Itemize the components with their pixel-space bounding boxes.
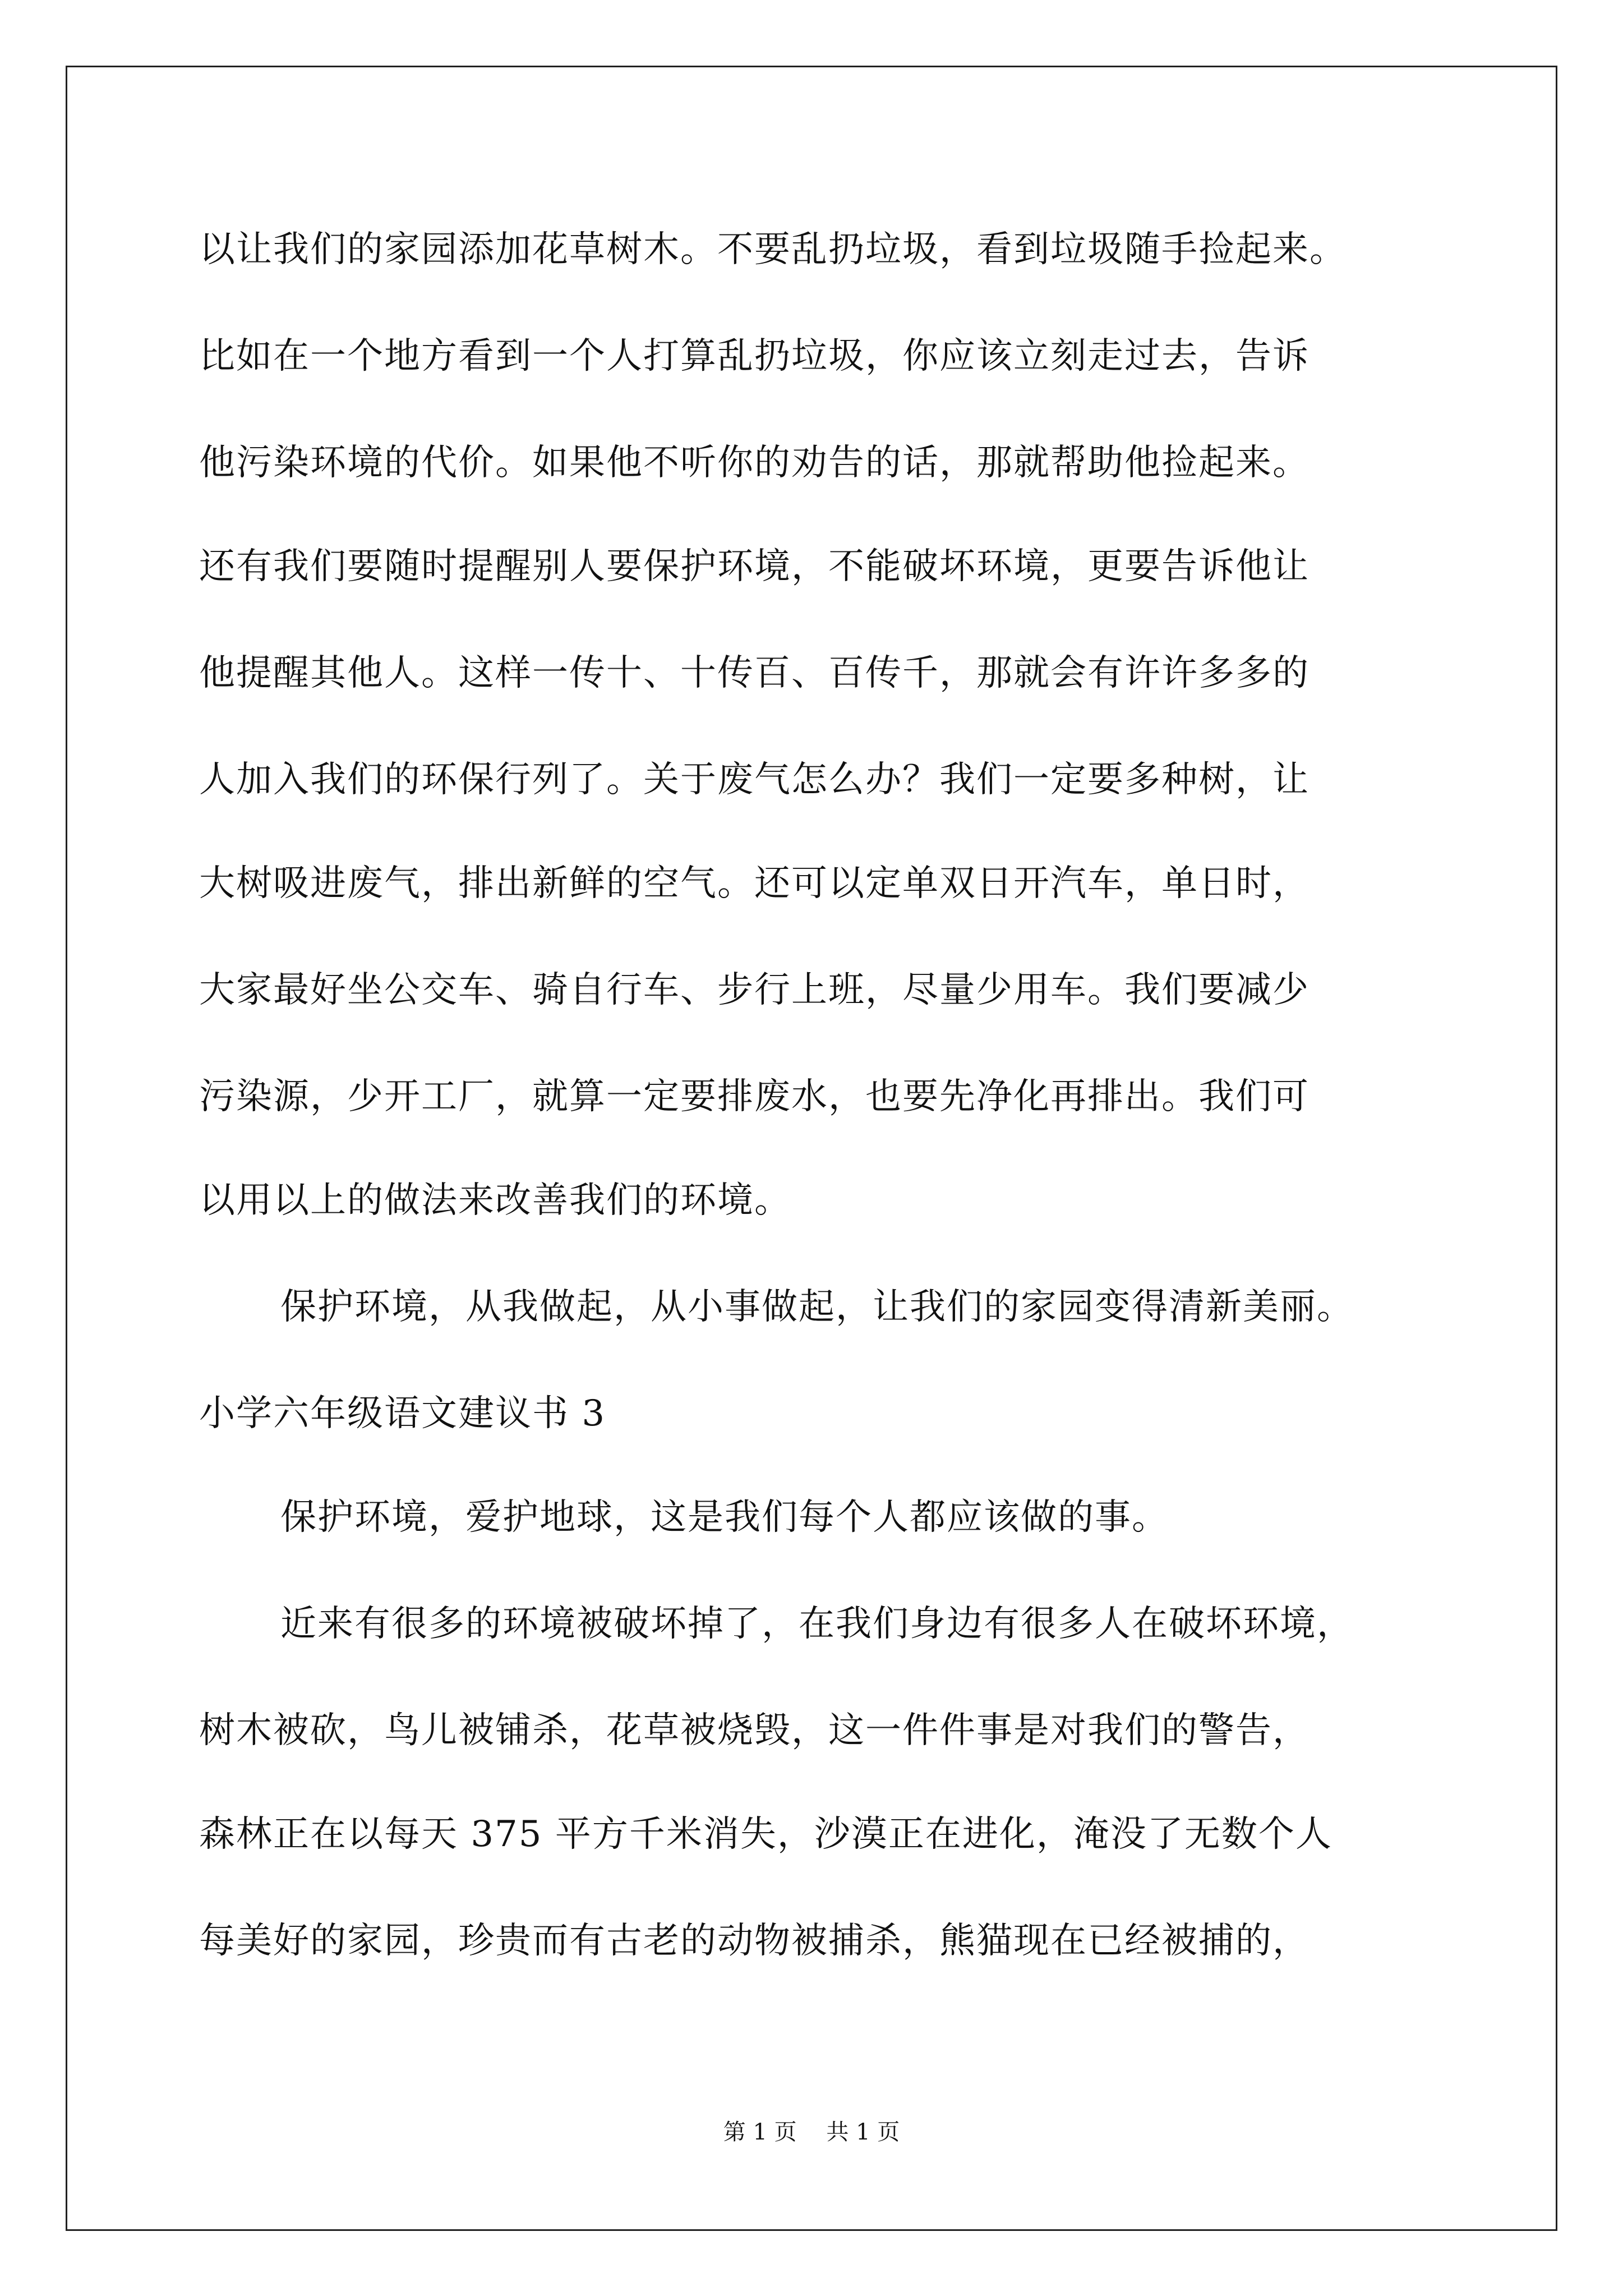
page-number: 第 1 页	[723, 2119, 797, 2145]
body-line-3: 他污染环境的代价。如果他不听你的劝告的话，那就帮助他捡起来。	[199, 442, 1310, 484]
page-border	[66, 66, 1557, 2231]
body-line-6: 人加入我们的环保行列了。关于废气怎么办？我们一定要多种树，让	[199, 759, 1310, 800]
body-line-9: 污染源，少开工厂，就算一定要排废水，也要先净化再排出。我们可	[199, 1076, 1310, 1117]
body-line-8: 大家最好坐公交车、骑自行车、步行上班，尽量少用车。我们要减少	[199, 969, 1310, 1011]
page-footer	[0, 2118, 1623, 2146]
body-line-14: 近来有很多的环境被破坏掉了，在我们身边有很多人在破坏环境，	[280, 1603, 1354, 1645]
body-paragraph-closing: 保护环境，从我做起，从小事做起，让我们的家园变得清新美丽。	[280, 1286, 1354, 1328]
section-heading: 小学六年级语文建议书 3	[199, 1393, 606, 1434]
body-line-1: 以让我们的家园添加花草树木。不要乱扔垃圾，看到垃圾随手捡起来。	[199, 229, 1347, 270]
page-total: 共 1 页	[826, 2119, 900, 2145]
body-line-10: 以用以上的做法来改善我们的环境。	[199, 1180, 791, 1221]
body-line-16: 森林正在以每天 375 平方千米消失，沙漠正在进化，淹没了无数个人	[199, 1814, 1332, 1855]
body-line-4: 还有我们要随时提醒别人要保护环境，不能破坏环境，更要告诉他让	[199, 546, 1310, 587]
body-line-5: 他提醒其他人。这样一传十、十传百、百传千，那就会有许许多多的	[199, 652, 1310, 694]
body-line-7: 大树吸进废气，排出新鲜的空气。还可以定单双日开汽车，单日时，	[199, 863, 1310, 904]
body-line-15: 树木被砍，鸟儿被铺杀，花草被烧毁，这一件件事是对我们的警告，	[199, 1710, 1310, 1751]
body-line-17: 每美好的家园，珍贵而有古老的动物被捕杀，熊猫现在已经被捕的，	[199, 1920, 1310, 1962]
body-line-2: 比如在一个地方看到一个人打算乱扔垃圾，你应该立刻走过去，告诉	[199, 335, 1310, 377]
body-paragraph-intro: 保护环境，爱护地球，这是我们每个人都应该做的事。	[280, 1497, 1169, 1538]
